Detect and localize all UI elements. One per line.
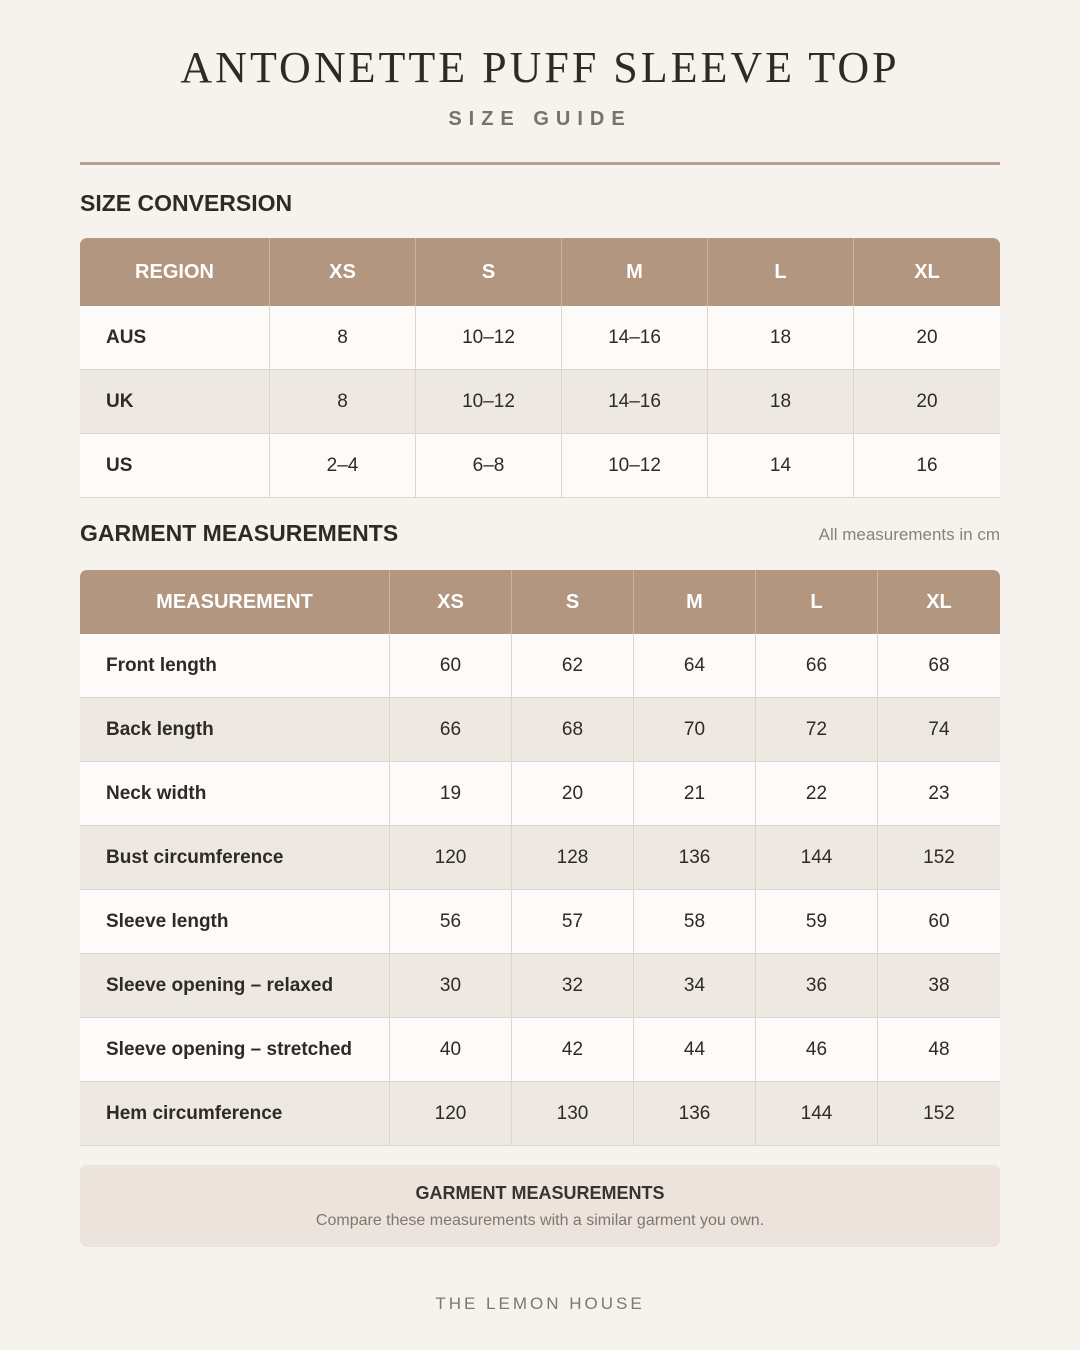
table-cell: 68 [878,634,1000,698]
table-cell: 56 [390,890,512,954]
table-cell: 6–8 [416,434,562,498]
table-cell: 8 [270,306,416,370]
table-row [80,698,1000,762]
row-label: Front length [80,634,390,698]
table-cell: 120 [390,826,512,890]
table-row [80,826,1000,890]
row-label: Back length [80,698,390,762]
table-cell: 23 [878,762,1000,826]
table-cell: 128 [512,826,634,890]
unit-note: All measurements in cm [818,525,1000,544]
table-cell: 68 [512,698,634,762]
column-header: REGION [80,238,270,306]
brand-footer: THE LEMON HOUSE [435,1294,645,1313]
measurement-tip-box [80,1165,1000,1247]
table-cell: 10–12 [416,370,562,434]
table-cell: 152 [878,826,1000,890]
row-label: AUS [80,306,270,370]
table-cell: 18 [708,370,854,434]
column-header: XS [390,570,512,634]
column-header: S [416,238,562,306]
table-cell: 14–16 [562,370,708,434]
table-cell: 2–4 [270,434,416,498]
table-cell: 40 [390,1018,512,1082]
size-conversion-table [80,238,1000,498]
column-header: XL [878,570,1000,634]
table-header-row [80,570,1000,634]
table-cell: 74 [878,698,1000,762]
table-cell: 10–12 [562,434,708,498]
garment-measurements-table [80,570,1000,1146]
column-header: M [562,238,708,306]
table-cell: 38 [878,954,1000,1018]
row-label: Neck width [80,762,390,826]
row-label: Sleeve opening – relaxed [80,954,390,1018]
table-row [80,1082,1000,1146]
row-label: Sleeve opening – stretched [80,1018,390,1082]
table-cell: 48 [878,1018,1000,1082]
page-title: ANTONETTE PUFF SLEEVE TOP [180,43,900,92]
column-header: M [634,570,756,634]
table-cell: 66 [756,634,878,698]
table-cell: 20 [854,306,1000,370]
table-row [80,1018,1000,1082]
table-cell: 136 [634,826,756,890]
column-header: S [512,570,634,634]
table-cell: 66 [390,698,512,762]
table-row [80,434,1000,498]
table-cell: 130 [512,1082,634,1146]
row-label: UK [80,370,270,434]
column-header: MEASUREMENT [80,570,390,634]
table-cell: 60 [390,634,512,698]
table-row [80,306,1000,370]
table-row [80,954,1000,1018]
table-cell: 36 [756,954,878,1018]
table-cell: 58 [634,890,756,954]
table-row [80,890,1000,954]
column-header: XL [854,238,1000,306]
table-cell: 42 [512,1018,634,1082]
row-label: Hem circumference [80,1082,390,1146]
table-cell: 62 [512,634,634,698]
garment-measurements-heading: GARMENT MEASUREMENTS [80,520,399,546]
table-row [80,634,1000,698]
table-cell: 18 [708,306,854,370]
table-cell: 32 [512,954,634,1018]
tip-text: Compare these measurements with a similar garment you own. [315,1212,765,1229]
tip-title: GARMENT MEASUREMENTS [415,1183,665,1203]
table-cell: 22 [756,762,878,826]
column-header: L [708,238,854,306]
table-cell: 10–12 [416,306,562,370]
table-cell: 19 [390,762,512,826]
table-cell: 64 [634,634,756,698]
table-cell: 152 [878,1082,1000,1146]
table-cell: 144 [756,1082,878,1146]
table-cell: 72 [756,698,878,762]
table-cell: 46 [756,1018,878,1082]
table-cell: 30 [390,954,512,1018]
table-cell: 44 [634,1018,756,1082]
size-conversion-heading: SIZE CONVERSION [80,190,293,216]
column-header: L [756,570,878,634]
table-cell: 144 [756,826,878,890]
row-label: Sleeve length [80,890,390,954]
table-header-row [80,238,1000,306]
page-subtitle: SIZE GUIDE [448,108,632,130]
table-cell: 14 [708,434,854,498]
table-cell: 57 [512,890,634,954]
table-cell: 59 [756,890,878,954]
table-cell: 14–16 [562,306,708,370]
table-cell: 8 [270,370,416,434]
row-label: Bust circumference [80,826,390,890]
table-cell: 34 [634,954,756,1018]
column-header: XS [270,238,416,306]
table-cell: 20 [512,762,634,826]
table-cell: 136 [634,1082,756,1146]
table-cell: 16 [854,434,1000,498]
table-row [80,370,1000,434]
row-label: US [80,434,270,498]
divider [80,162,1000,165]
table-cell: 21 [634,762,756,826]
table-cell: 20 [854,370,1000,434]
table-cell: 60 [878,890,1000,954]
table-cell: 120 [390,1082,512,1146]
table-row [80,762,1000,826]
table-cell: 70 [634,698,756,762]
